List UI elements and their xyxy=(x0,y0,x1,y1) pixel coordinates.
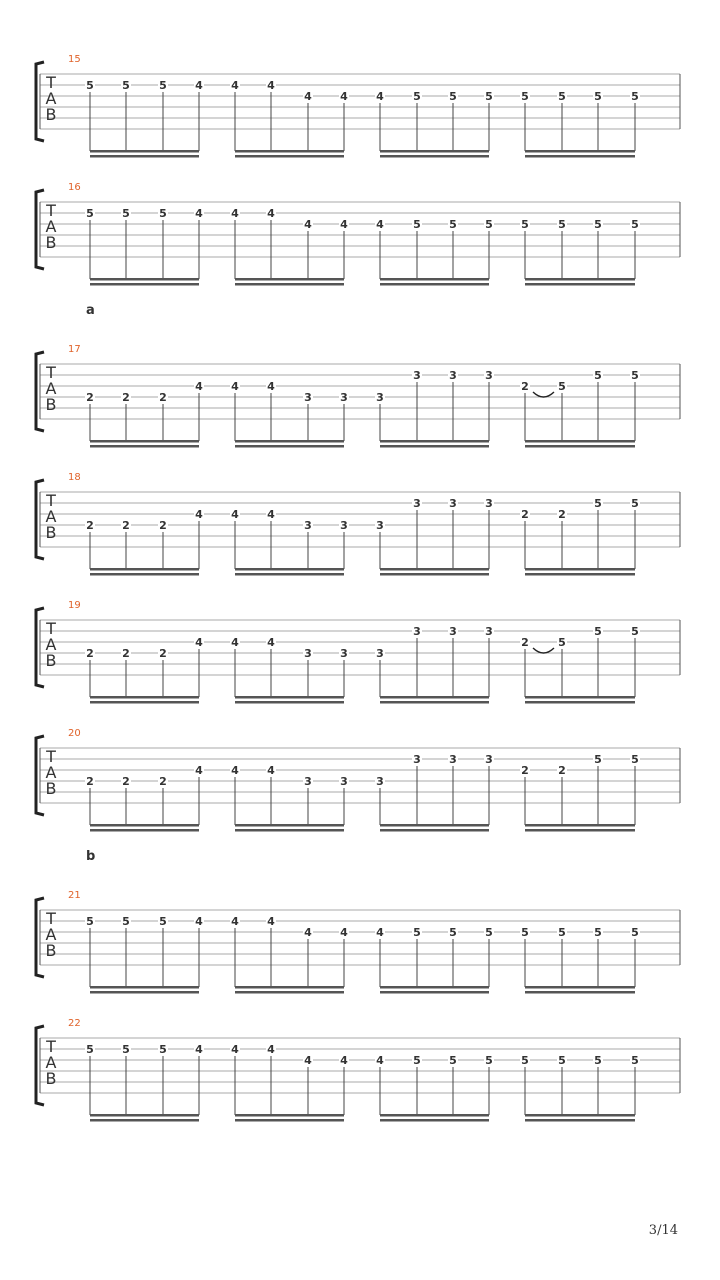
fret-number: 3 xyxy=(340,391,348,404)
fret-number: 2 xyxy=(159,391,167,404)
beam xyxy=(235,824,344,827)
fret-number: 4 xyxy=(340,1054,348,1067)
fret-number: 4 xyxy=(231,79,239,92)
page-number: 3/14 xyxy=(648,1223,678,1238)
beam xyxy=(380,829,489,832)
beam xyxy=(235,445,344,448)
fret-number: 2 xyxy=(122,647,130,660)
beam xyxy=(90,1114,199,1117)
fret-number: 5 xyxy=(631,625,639,638)
fret-number: 2 xyxy=(86,391,94,404)
beam xyxy=(525,573,635,576)
fret-number: 5 xyxy=(558,218,566,231)
measure-number: 21 xyxy=(68,890,81,901)
fret-number: 3 xyxy=(376,647,384,660)
section-label: b xyxy=(86,849,96,864)
fret-number: 5 xyxy=(86,1043,94,1056)
fret-number: 5 xyxy=(122,915,130,928)
fret-number: 4 xyxy=(267,1043,275,1056)
fret-number: 5 xyxy=(449,90,457,103)
tab-system xyxy=(36,303,680,448)
fret-number: 5 xyxy=(594,1054,602,1067)
section-label: a xyxy=(86,303,95,318)
fret-number: 4 xyxy=(195,79,203,92)
fret-number: 2 xyxy=(122,519,130,532)
beam xyxy=(235,283,344,286)
measure-number: 22 xyxy=(68,1018,81,1029)
fret-number: 5 xyxy=(485,90,493,103)
fret-number: 5 xyxy=(449,926,457,939)
fret-number: 4 xyxy=(231,1043,239,1056)
fret-number: 5 xyxy=(413,90,421,103)
fret-number: 2 xyxy=(122,391,130,404)
fret-number: 4 xyxy=(231,764,239,777)
beam xyxy=(90,283,199,286)
fret-number: 3 xyxy=(485,369,493,382)
beam xyxy=(525,824,635,827)
fret-number: 5 xyxy=(86,79,94,92)
beam xyxy=(380,445,489,448)
fret-number: 5 xyxy=(594,753,602,766)
fret-number: 5 xyxy=(558,90,566,103)
tab-system xyxy=(36,182,680,286)
fret-number: 4 xyxy=(231,636,239,649)
beam xyxy=(525,991,635,994)
fret-number: 2 xyxy=(521,764,529,777)
beam xyxy=(90,445,199,448)
fret-number: 5 xyxy=(159,207,167,220)
fret-number: 4 xyxy=(231,207,239,220)
fret-number: 5 xyxy=(122,207,130,220)
fret-number: 2 xyxy=(86,519,94,532)
fret-number: 5 xyxy=(449,218,457,231)
fret-number: 3 xyxy=(304,391,312,404)
fret-number: 4 xyxy=(340,926,348,939)
beam xyxy=(90,440,199,443)
tab-clef-letter: B xyxy=(45,651,57,670)
fret-number: 5 xyxy=(413,1054,421,1067)
beam xyxy=(235,568,344,571)
fret-number: 3 xyxy=(304,519,312,532)
beam xyxy=(525,701,635,704)
beam xyxy=(235,155,344,158)
beam xyxy=(525,1119,635,1122)
fret-number: 3 xyxy=(413,369,421,382)
beam xyxy=(380,701,489,704)
fret-number: 5 xyxy=(122,79,130,92)
fret-number: 5 xyxy=(594,369,602,382)
beam xyxy=(525,568,635,571)
beam xyxy=(235,986,344,989)
fret-number: 4 xyxy=(376,1054,384,1067)
fret-number: 2 xyxy=(159,519,167,532)
measure-number: 17 xyxy=(68,344,81,355)
slur-arc xyxy=(533,392,554,397)
fret-number: 5 xyxy=(449,1054,457,1067)
fret-number: 5 xyxy=(631,90,639,103)
fret-number: 3 xyxy=(376,391,384,404)
tab-clef-letter: T xyxy=(46,363,56,382)
fret-number: 5 xyxy=(558,926,566,939)
beam xyxy=(380,150,489,153)
fret-number: 5 xyxy=(631,1054,639,1067)
fret-number: 2 xyxy=(521,508,529,521)
beam xyxy=(90,824,199,827)
tab-clef-letter: A xyxy=(45,925,57,944)
beam xyxy=(380,696,489,699)
beam xyxy=(235,1114,344,1117)
measure-number: 19 xyxy=(68,600,81,611)
fret-number: 3 xyxy=(485,497,493,510)
fret-number: 3 xyxy=(413,753,421,766)
fret-number: 2 xyxy=(86,775,94,788)
fret-number: 4 xyxy=(231,915,239,928)
fret-number: 4 xyxy=(304,90,312,103)
fret-number: 4 xyxy=(195,207,203,220)
tab-system xyxy=(36,600,680,704)
fret-number: 4 xyxy=(267,636,275,649)
beam xyxy=(525,986,635,989)
fret-number: 5 xyxy=(594,497,602,510)
beam xyxy=(235,1119,344,1122)
beam xyxy=(235,278,344,281)
beam xyxy=(90,568,199,571)
beam xyxy=(380,1119,489,1122)
tab-clef-letter: T xyxy=(46,491,56,510)
beam xyxy=(525,829,635,832)
fret-number: 5 xyxy=(521,926,529,939)
fret-number: 4 xyxy=(195,380,203,393)
measure-number: 15 xyxy=(68,54,81,65)
fret-number: 2 xyxy=(558,764,566,777)
fret-number: 3 xyxy=(449,625,457,638)
fret-number: 4 xyxy=(267,915,275,928)
tab-clef-letter: T xyxy=(46,73,56,92)
tab-system xyxy=(36,849,680,994)
fret-number: 3 xyxy=(340,775,348,788)
tab-system xyxy=(36,728,680,832)
tab-clef-letter: T xyxy=(46,909,56,928)
beam xyxy=(90,1119,199,1122)
beam xyxy=(380,440,489,443)
fret-number: 3 xyxy=(449,497,457,510)
fret-number: 5 xyxy=(485,1054,493,1067)
fret-number: 3 xyxy=(304,647,312,660)
fret-number: 4 xyxy=(376,218,384,231)
fret-number: 4 xyxy=(195,764,203,777)
tab-clef-letter: B xyxy=(45,523,57,542)
tab-clef-letter: A xyxy=(45,635,57,654)
beam xyxy=(380,283,489,286)
tab-clef-letter: B xyxy=(45,1069,57,1088)
tab-clef-letter: A xyxy=(45,1053,57,1072)
fret-number: 4 xyxy=(340,218,348,231)
fret-number: 3 xyxy=(413,625,421,638)
fret-number: 3 xyxy=(340,647,348,660)
beam xyxy=(90,150,199,153)
beam xyxy=(380,568,489,571)
fret-number: 4 xyxy=(376,90,384,103)
tab-clef-letter: T xyxy=(46,201,56,220)
beam xyxy=(235,991,344,994)
beam xyxy=(380,1114,489,1117)
fret-number: 3 xyxy=(449,369,457,382)
fret-number: 5 xyxy=(122,1043,130,1056)
tab-clef-letter: B xyxy=(45,233,57,252)
tab-system xyxy=(36,54,680,158)
beam xyxy=(525,440,635,443)
fret-number: 3 xyxy=(376,775,384,788)
fret-number: 4 xyxy=(267,508,275,521)
beam xyxy=(235,696,344,699)
fret-number: 2 xyxy=(159,647,167,660)
fret-number: 5 xyxy=(521,218,529,231)
tab-clef-letter: T xyxy=(46,619,56,638)
tab-clef-letter: A xyxy=(45,217,57,236)
beam xyxy=(235,829,344,832)
tab-clef-letter: B xyxy=(45,105,57,124)
fret-number: 5 xyxy=(631,753,639,766)
fret-number: 5 xyxy=(485,218,493,231)
beam xyxy=(525,278,635,281)
slur-arc xyxy=(533,648,554,653)
tab-clef-letter: A xyxy=(45,763,57,782)
fret-number: 5 xyxy=(159,79,167,92)
tab-clef-letter: T xyxy=(46,747,56,766)
fret-number: 5 xyxy=(558,1054,566,1067)
beam xyxy=(235,150,344,153)
tab-system xyxy=(36,1018,680,1122)
beam xyxy=(380,155,489,158)
fret-number: 5 xyxy=(521,1054,529,1067)
tab-system xyxy=(36,472,680,576)
beam xyxy=(235,440,344,443)
beam xyxy=(90,829,199,832)
beam xyxy=(380,824,489,827)
tab-systems xyxy=(36,54,680,1122)
beam xyxy=(380,986,489,989)
fret-number: 5 xyxy=(631,369,639,382)
fret-number: 4 xyxy=(340,90,348,103)
fret-number: 4 xyxy=(304,218,312,231)
tab-clef-letter: B xyxy=(45,779,57,798)
fret-number: 4 xyxy=(267,79,275,92)
beam xyxy=(90,573,199,576)
fret-number: 5 xyxy=(159,915,167,928)
fret-number: 5 xyxy=(86,207,94,220)
fret-number: 5 xyxy=(558,636,566,649)
fret-number: 4 xyxy=(231,508,239,521)
fret-number: 5 xyxy=(485,926,493,939)
fret-number: 4 xyxy=(376,926,384,939)
fret-number: 4 xyxy=(231,380,239,393)
fret-number: 5 xyxy=(594,90,602,103)
beam xyxy=(525,283,635,286)
fret-number: 2 xyxy=(521,380,529,393)
tab-clef-letter: T xyxy=(46,1037,56,1056)
beam xyxy=(380,278,489,281)
fret-number: 5 xyxy=(594,625,602,638)
beam xyxy=(525,445,635,448)
fret-number: 3 xyxy=(413,497,421,510)
fret-number: 4 xyxy=(195,636,203,649)
tab-clef-letter: A xyxy=(45,89,57,108)
beam xyxy=(525,696,635,699)
measure-number: 18 xyxy=(68,472,81,483)
beam xyxy=(380,573,489,576)
fret-number: 5 xyxy=(159,1043,167,1056)
fret-number: 4 xyxy=(195,1043,203,1056)
fret-number: 5 xyxy=(594,926,602,939)
fret-number: 4 xyxy=(195,508,203,521)
fret-number: 5 xyxy=(558,380,566,393)
fret-number: 2 xyxy=(159,775,167,788)
beam xyxy=(235,701,344,704)
fret-number: 3 xyxy=(485,625,493,638)
fret-number: 2 xyxy=(86,647,94,660)
beam xyxy=(525,155,635,158)
fret-number: 5 xyxy=(413,926,421,939)
tab-clef-letter: A xyxy=(45,379,57,398)
fret-number: 5 xyxy=(631,218,639,231)
fret-number: 5 xyxy=(86,915,94,928)
fret-number: 5 xyxy=(594,218,602,231)
beam xyxy=(525,1114,635,1117)
tab-clef-letter: B xyxy=(45,941,57,960)
fret-number: 2 xyxy=(558,508,566,521)
fret-number: 5 xyxy=(521,90,529,103)
fret-number: 3 xyxy=(304,775,312,788)
beam xyxy=(525,150,635,153)
fret-number: 4 xyxy=(267,207,275,220)
beam xyxy=(90,696,199,699)
fret-number: 5 xyxy=(631,497,639,510)
fret-number: 3 xyxy=(449,753,457,766)
fret-number: 5 xyxy=(413,218,421,231)
fret-number: 3 xyxy=(340,519,348,532)
fret-number: 4 xyxy=(195,915,203,928)
fret-number: 5 xyxy=(631,926,639,939)
fret-number: 4 xyxy=(267,380,275,393)
beam xyxy=(90,155,199,158)
beam xyxy=(90,701,199,704)
fret-number: 4 xyxy=(304,1054,312,1067)
fret-number: 2 xyxy=(521,636,529,649)
fret-number: 4 xyxy=(267,764,275,777)
beam xyxy=(90,991,199,994)
tab-clef-letter: B xyxy=(45,395,57,414)
measure-number: 16 xyxy=(68,182,81,193)
fret-number: 3 xyxy=(485,753,493,766)
beam xyxy=(235,573,344,576)
beam xyxy=(380,991,489,994)
tab-clef-letter: A xyxy=(45,507,57,526)
fret-number: 2 xyxy=(122,775,130,788)
fret-number: 4 xyxy=(304,926,312,939)
measure-number: 20 xyxy=(68,728,81,739)
fret-number: 3 xyxy=(376,519,384,532)
beam xyxy=(90,278,199,281)
beam xyxy=(90,986,199,989)
